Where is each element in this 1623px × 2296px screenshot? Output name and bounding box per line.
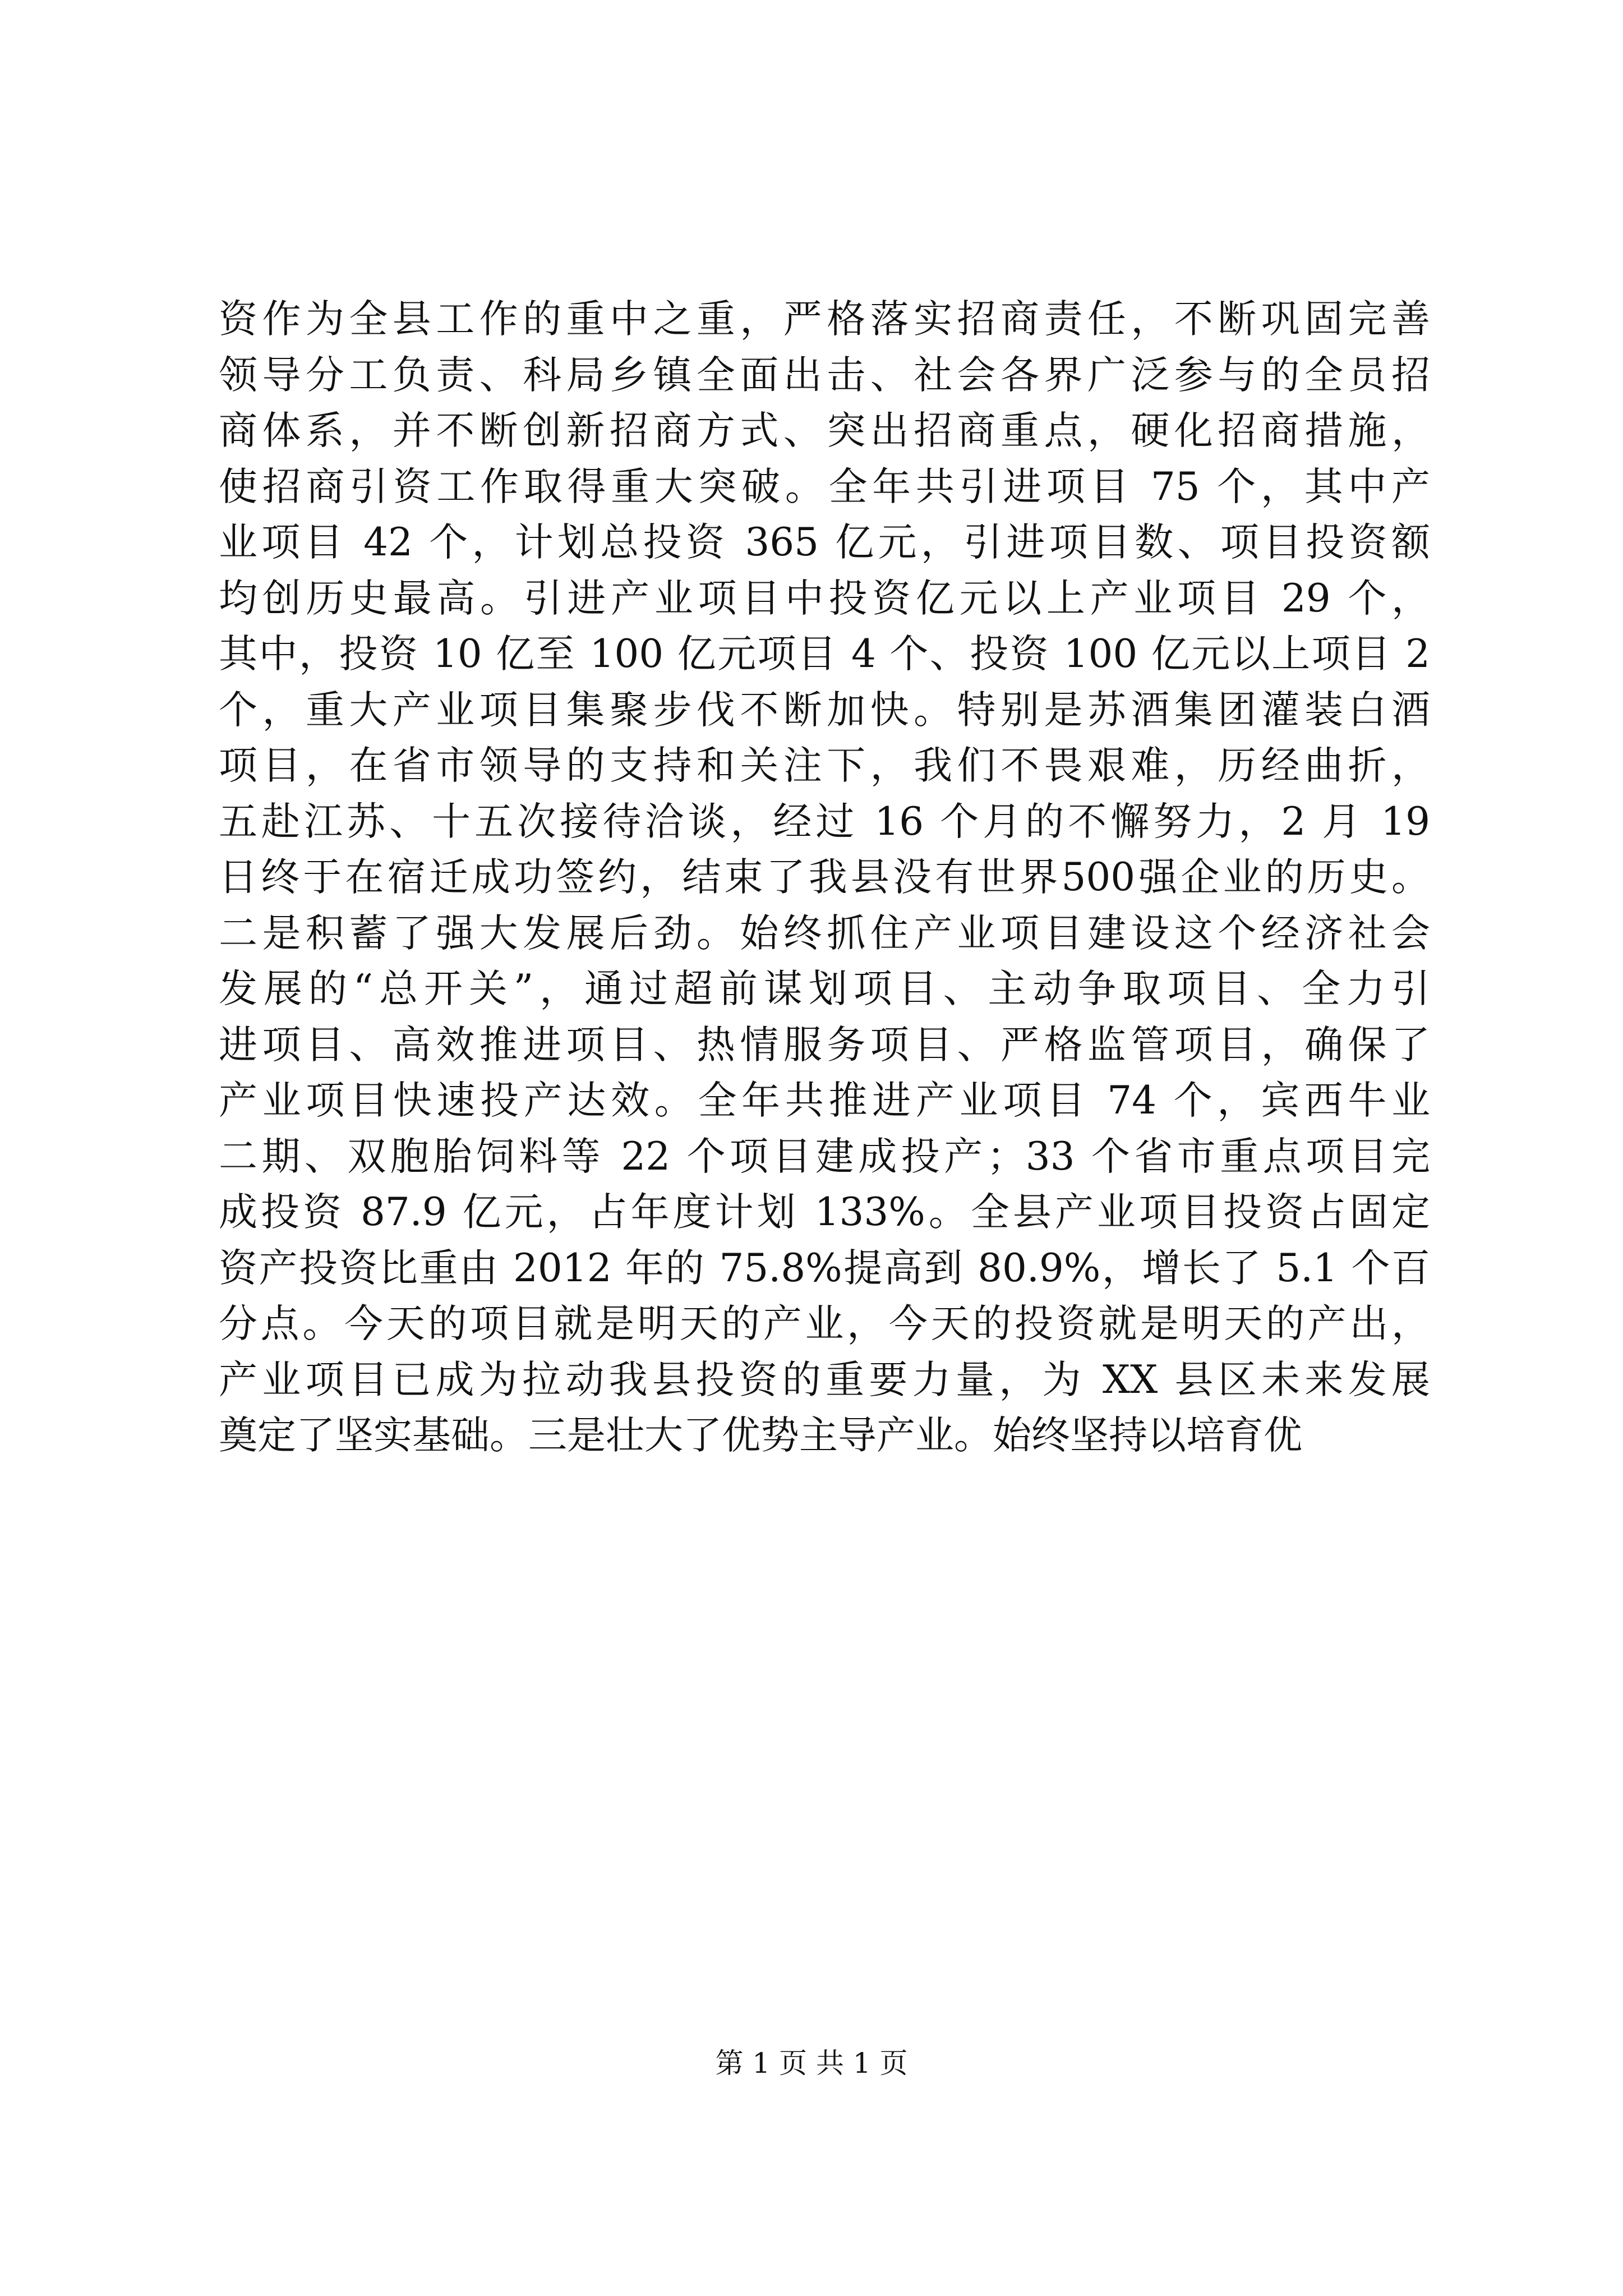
text-line: 业项目 42 个，计划总投资 365 亿元，引进项目数、项目投资额 <box>219 520 1430 565</box>
body-text <box>219 292 1430 1464</box>
text-line: 二期、双胞胎饲料等 22 个项目建成投产；33 个省市重点项目完 <box>219 1134 1430 1179</box>
text-line: 项目，在省市领导的支持和关注下，我们不畏艰难，历经曲折， <box>219 743 1430 788</box>
text-line: 日终于在宿迁成功签约，结束了我县没有世界500强企业的历史。 <box>219 855 1430 900</box>
page-footer: 第 1 页 共 1 页 <box>715 2047 908 2079</box>
text-line: 产业项目快速投产达效。全年共推进产业项目 74 个，宾西牛业 <box>219 1078 1430 1123</box>
text-line: 二是积蓄了强大发展后劲。始终抓住产业项目建设这个经济社会 <box>219 910 1430 956</box>
text-line: 商体系，并不断创新招商方式、突出招商重点，硬化招商措施， <box>219 408 1430 453</box>
text-line: 发展的“总开关”，通过超前谋划项目、主动争取项目、全力引 <box>219 967 1430 1011</box>
text-line: 资作为全县工作的重中之重，严格落实招商责任，不断巩固完善 <box>219 297 1430 342</box>
text-line: 五赴江苏、十五次接待洽谈，经过 16 个月的不懈努力，2 月 19 <box>219 799 1430 844</box>
text-line: 奠定了坚实基础。三是壮大了优势主导产业。始终坚持以培育优 <box>219 1413 1302 1458</box>
text-line: 其中，投资 10 亿至 100 亿元项目 4 个、投资 100 亿元以上项目 2 <box>219 632 1430 677</box>
text-line: 成投资 87.9 亿元，占年度计划 133%。全县产业项目投资占固定 <box>219 1190 1430 1235</box>
text-line: 领导分工负责、科局乡镇全面出击、社会各界广泛参与的全员招 <box>219 352 1430 398</box>
text-line: 个，重大产业项目集聚步伐不断加快。特别是苏酒集团灌装白酒 <box>219 687 1430 733</box>
text-line: 资产投资比重由 2012 年的 75.8%提高到 80.9%，增长了 5.1 个百 <box>219 1245 1430 1291</box>
text-line: 均创历史最高。引进产业项目中投资亿元以上产业项目 29 个， <box>219 576 1430 621</box>
text-line: 分点。今天的项目就是明天的产业，今天的投资就是明天的产出， <box>219 1301 1430 1346</box>
text-line: 使招商引资工作取得重大突破。全年共引进项目 75 个，其中产 <box>219 464 1430 509</box>
text-line: 产业项目已成为拉动我县投资的重要力量，为 XX 县区未来发展 <box>219 1357 1430 1402</box>
text-line: 进项目、高效推进项目、热情服务项目、严格监管项目，确保了 <box>219 1022 1430 1068</box>
